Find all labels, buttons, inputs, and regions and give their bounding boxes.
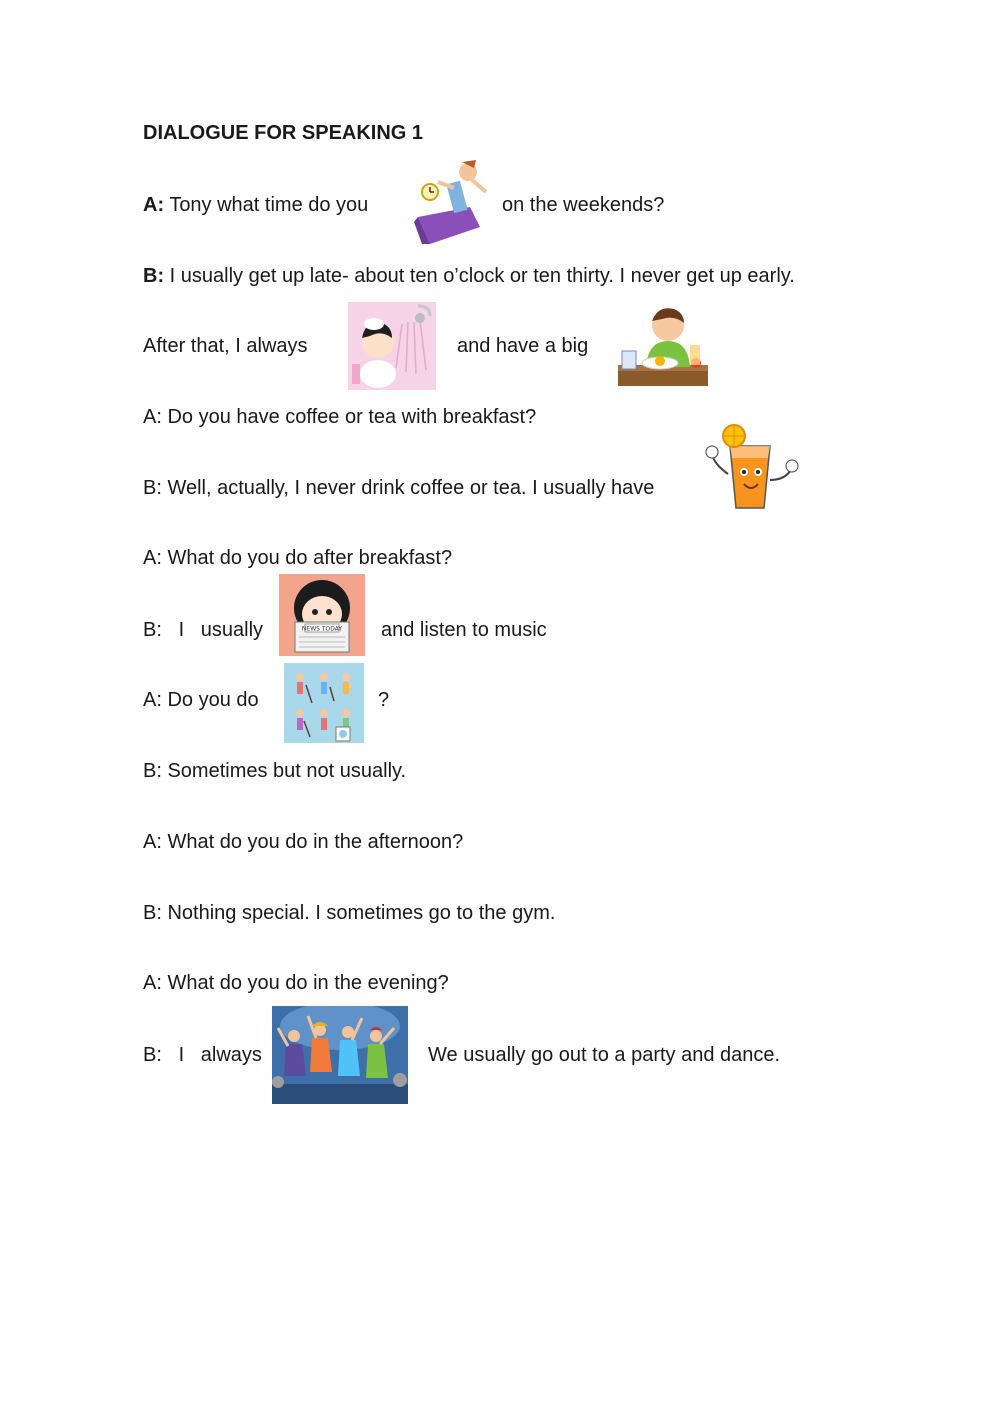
- line-text-after: ?: [378, 689, 390, 711]
- dialogue-line-11: B: Nothing special. I sometimes go to the gym.: [143, 902, 556, 924]
- dialogue-line-9: B: Sometimes but not usually.: [143, 760, 407, 782]
- dialogue-line-13: B: I always: [143, 1044, 262, 1066]
- page-title: DIALOGUE FOR SPEAKING 1: [143, 122, 424, 144]
- dialogue-line-5: B: Well, actually, I never drink coffee or tea. I usually have: [143, 477, 655, 499]
- dialogue-line-1: [143, 193, 368, 217]
- dialogue-line-6: A: What do you do after breakfast?: [143, 547, 453, 569]
- line-text-mid: and have a big: [457, 335, 589, 357]
- dialogue-line-10: A: What do you do in the afternoon?: [143, 831, 464, 853]
- orange-juice-picture: [704, 424, 800, 512]
- newspaper-caption: NEWS TODAY: [301, 625, 343, 633]
- line-text-after: and listen to music: [381, 619, 547, 641]
- speaker-label: B:: [143, 265, 165, 287]
- dialogue-line-7: B: I usually: [143, 619, 264, 641]
- speaker-label: A:: [143, 194, 165, 216]
- read-newspaper-picture: [279, 574, 365, 656]
- line-text-after: We usually go out to a party and dance.: [428, 1044, 781, 1066]
- dialogue-line-8: A: Do you do: [143, 689, 259, 711]
- dialogue-line-4: A: Do you have coffee or tea with breakfast?: [143, 406, 537, 428]
- dialogue-line-2: [143, 264, 795, 288]
- line-text-after: on the weekends?: [502, 194, 665, 216]
- line-text: Tony what time do you: [169, 194, 369, 216]
- shower-picture: [348, 302, 436, 390]
- party-dance-picture: [272, 1006, 408, 1104]
- dialogue-line-12: A: What do you do in the evening?: [143, 972, 449, 994]
- line-text: I usually get up late- about ten o’clock or ten thirty. I never get up early.: [169, 265, 795, 287]
- wake-up-picture: [410, 152, 490, 247]
- big-breakfast-picture: [618, 301, 708, 386]
- housework-picture: [284, 663, 364, 743]
- dialogue-line-3: After that, I always: [143, 335, 308, 357]
